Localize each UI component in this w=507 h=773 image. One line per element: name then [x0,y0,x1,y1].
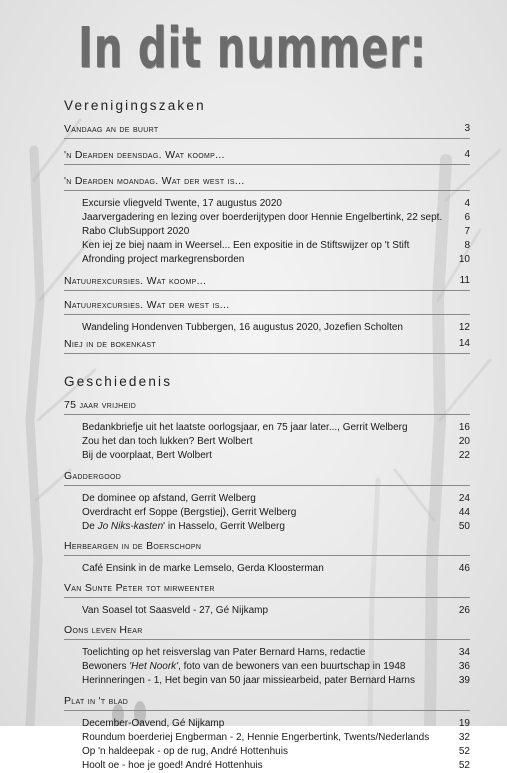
group-heading: 'n Dearden deensdag. Wat koomp... [64,149,225,161]
entry-title-emphasis: 'Het Noork' [129,661,179,672]
toc-entry [58,492,470,506]
entry-title-part: De [82,521,98,532]
toc-entry [58,435,470,449]
page-number: 50 [458,521,470,532]
page-number: 6 [464,212,470,223]
entry-title: Bedankbriefje uit het laatste oorlogsjaar, en 75 jaar later..., Gerrit Welberg [82,422,408,433]
toc-entry [58,225,470,239]
toc-entry [58,321,470,335]
group-heading-row [58,539,470,553]
page-number: 7 [464,226,470,237]
group-heading: Niej in de bokenkast [64,338,156,350]
entry-title: Herinneringen - 1, Het begin van 50 jaar missiearbeid, pater Bernard Harns [82,675,415,686]
entry-title-emphasis: Jo Niks-kasten [97,521,164,532]
page-number: 36 [458,661,470,672]
page-number: 22 [458,450,470,461]
divider [64,314,470,315]
toc-entry [58,197,470,211]
page-number: 8 [464,240,470,251]
page-number: 46 [458,563,470,574]
page-number: 20 [458,436,470,447]
group-heading-row [58,581,470,595]
entry-title: Hoolt oe - hoe je goed! André Hottenhuis [82,760,263,771]
toc-group [58,337,470,354]
entry-title-part: ' in Hasselo, Gerrit Welberg [163,521,285,532]
toc-group [58,581,470,618]
divider [64,639,470,640]
group-heading: Plat in 't blad [64,695,129,707]
divider [64,290,470,291]
group-heading-row [58,174,470,188]
section-title: Verenigingszaken [64,98,206,113]
entry-title: Rabo ClubSupport 2020 [82,226,190,237]
toc-entry [58,421,470,435]
divider [64,138,470,139]
entry-title: Bij de voorplaat, Bert Wolbert [82,450,212,461]
toc-group [58,122,470,139]
page-title: In dit nummer: [78,16,427,81]
entry-title [82,520,285,534]
entry-title [82,660,405,674]
divider [64,710,470,711]
toc-entry [58,759,470,773]
entry-title: Afronding project markegrensborden [82,254,245,265]
entry-title: Overdracht erf Soppe (Bergstiej), Gerrit Welberg [82,507,297,518]
group-heading-row [58,274,470,288]
toc-group [58,694,470,773]
group-heading-row [58,623,470,637]
toc-group [58,274,470,291]
group-heading-row [58,337,470,351]
toc-group [58,398,470,463]
page-number: 24 [458,493,470,504]
entry-title: Wandeling Hondenven Tubbergen, 16 augustus 2020, Jozefien Scholten [82,322,403,333]
entry-title: Ken iej ze biej naam in Weersel... Een expositie in de Stiftswijzer op 't Stift [82,240,410,251]
entry-title: Toelichting op het reisverslag van Pater Bernard Harns, redactie [82,647,366,658]
divider [64,414,470,415]
toc-group [58,174,470,267]
entry-title-part: Bewoners [82,661,130,672]
divider [64,555,470,556]
group-heading: 75 jaar vrijheid [64,399,137,411]
toc-entry [58,604,470,618]
toc-group [58,469,470,534]
group-heading-row [58,694,470,708]
toc-entry [58,731,470,745]
page-number: 26 [458,605,470,616]
toc-group [58,298,470,335]
page-number: 44 [458,507,470,518]
entry-title-part: , foto van de bewoners van een buurtschap in 1948 [178,661,406,672]
toc-entry [58,562,470,576]
toc-entry [58,506,470,520]
page-number: 14 [458,338,470,349]
page-number: 4 [464,149,470,160]
toc-section [58,374,470,773]
toc-entry [58,717,470,731]
entry-title: Café Ensink in de marke Lemselo, Gerda Kloosterman [82,563,324,574]
group-heading: Van Sunte Peter tot mirweenter [64,582,215,594]
page-number: 32 [458,732,470,743]
entry-title: Jaarvergadering en lezing over boerderijtypen door Hennie Engelbertink, 22 sept. [82,212,443,223]
group-heading: Vandaag an de buurt [64,123,159,135]
entry-title: Zou het dan toch lukken? Bert Wolbert [82,436,253,447]
group-heading-row [58,148,470,162]
toc-entry [58,211,470,225]
group-heading: Oons leven Hear [64,624,143,636]
group-heading: Natuurexcursies. Wat koomp... [64,275,207,287]
entry-title: De dominee op afstand, Gerrit Welberg [82,493,256,504]
divider [64,485,470,486]
group-heading-row [58,469,470,483]
group-heading: Herbeargen in de Boerschopn [64,540,202,552]
entry-title: December-Oavend, Gé Nijkamp [82,718,225,729]
page-number: 11 [459,275,470,286]
toc-entry [58,449,470,463]
toc-group [58,148,470,165]
page-number: 52 [458,746,470,757]
toc-entry [58,520,470,534]
divider [64,190,470,191]
entry-title: Roundum boerderiej Engberman - 2, Hennie Engerbertink, Twents/Nederlands [82,732,430,743]
entry-title: Op 'n haldeepak - op de rug, André Hottenhuis [82,746,288,757]
entry-title: Van Soasel tot Saasveld - 27, Gé Nijkamp [82,605,269,616]
toc-group [58,623,470,688]
group-heading: Gaddergood [64,470,122,482]
group-heading: 'n Dearden moandag. Wat der west is... [64,175,245,187]
page-number: 39 [458,675,470,686]
entry-title: Excursie vliegveld Twente, 17 augustus 2020 [82,198,282,209]
page-number: 4 [464,198,470,209]
toc-entry [58,745,470,759]
toc-entry [58,646,470,660]
toc-entry [58,674,470,688]
toc-entry [58,660,470,674]
group-heading-row [58,398,470,412]
section-title: Geschiedenis [64,374,173,389]
page-number: 19 [458,718,470,729]
table-of-contents [58,98,470,773]
page-number: 12 [458,322,470,333]
page-number: 34 [458,647,470,658]
page-number: 16 [458,422,470,433]
divider [64,353,470,354]
group-heading-row [58,298,470,312]
group-heading-row [58,122,470,136]
page-number: 3 [464,123,470,134]
group-heading: Natuurexcursies. Wat der west is... [64,299,230,311]
page-number: 10 [458,254,470,265]
toc-entry [58,239,470,253]
divider [64,164,470,165]
toc-section [58,98,470,354]
page-number: 52 [458,760,470,771]
toc-entry [58,253,470,267]
toc-group [58,539,470,576]
divider [64,597,470,598]
